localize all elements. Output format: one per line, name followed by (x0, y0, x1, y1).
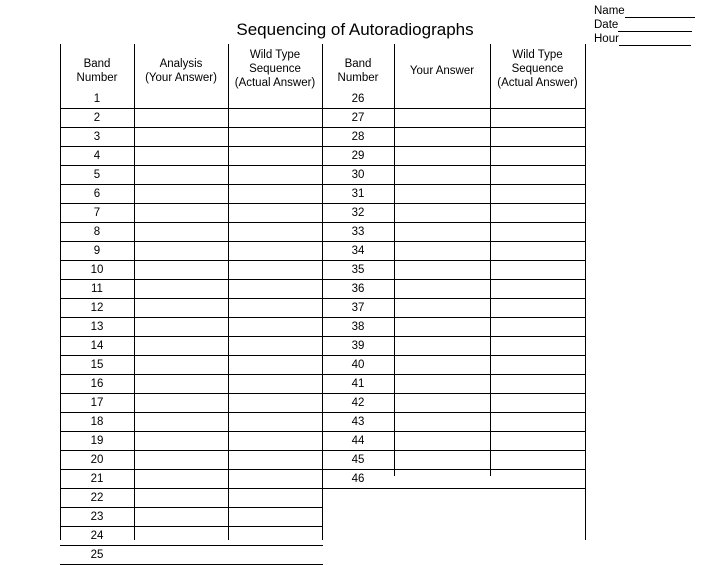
actual-answer-cell[interactable] (490, 394, 585, 413)
name-label: Name (594, 5, 625, 17)
actual-answer-cell[interactable] (228, 318, 323, 337)
date-field[interactable] (594, 18, 695, 32)
band-number: 31 (322, 185, 394, 204)
band-number: 37 (322, 299, 394, 318)
left-row (60, 432, 323, 451)
band-number: 14 (60, 337, 134, 356)
band-number: 28 (322, 128, 394, 147)
actual-answer-cell[interactable] (228, 280, 323, 299)
answer-cell[interactable] (134, 527, 228, 546)
answer-cell[interactable] (394, 261, 490, 280)
date-label: Date (594, 19, 619, 31)
answer-cell[interactable] (394, 90, 490, 109)
band-number: 42 (322, 394, 394, 413)
actual-answer-cell[interactable] (490, 109, 585, 128)
actual-answer-cell[interactable] (228, 109, 323, 128)
answer-cell[interactable] (134, 394, 228, 413)
band-number: 41 (322, 375, 394, 394)
answer-cell[interactable] (134, 223, 228, 242)
left-row (60, 394, 323, 413)
actual-answer-cell[interactable] (490, 204, 585, 223)
name-blank[interactable] (625, 6, 695, 18)
right-row (322, 109, 585, 128)
actual-answer-cell[interactable] (490, 128, 585, 147)
answer-cell[interactable] (134, 204, 228, 223)
answer-cell[interactable] (394, 413, 490, 432)
left-row (60, 527, 323, 546)
left-row (60, 299, 323, 318)
answer-cell[interactable] (134, 299, 228, 318)
right-row (322, 394, 585, 413)
actual-answer-cell[interactable] (490, 261, 585, 280)
band-number: 24 (60, 527, 134, 546)
band-number: 1 (60, 90, 134, 109)
band-number: 27 (322, 109, 394, 128)
name-field[interactable] (594, 4, 695, 18)
right-row (322, 223, 585, 242)
answer-cell[interactable] (394, 432, 490, 451)
answer-cell[interactable] (394, 470, 490, 489)
left-row (60, 185, 323, 204)
right-row (322, 166, 585, 185)
right-row (322, 147, 585, 166)
band-number: 15 (60, 356, 134, 375)
band-number: 40 (322, 356, 394, 375)
answer-cell[interactable] (134, 375, 228, 394)
actual-answer-cell[interactable] (490, 280, 585, 299)
answer-cell[interactable] (134, 508, 228, 527)
actual-answer-cell[interactable] (490, 242, 585, 261)
left-row (60, 413, 323, 432)
actual-answer-cell[interactable] (228, 166, 323, 185)
left-row (60, 109, 323, 128)
left-row (60, 508, 323, 527)
answer-cell[interactable] (134, 166, 228, 185)
actual-answer-cell[interactable] (490, 299, 585, 318)
date-blank[interactable] (618, 20, 692, 32)
band-number: 6 (60, 185, 134, 204)
answer-cell[interactable] (134, 451, 228, 470)
answer-cell[interactable] (134, 470, 228, 489)
left-row (60, 166, 323, 185)
right-row (322, 375, 585, 394)
band-number: 7 (60, 204, 134, 223)
band-number: 30 (322, 166, 394, 185)
band-number: 2 (60, 109, 134, 128)
actual-answer-cell[interactable] (228, 299, 323, 318)
right-row (322, 90, 585, 109)
actual-answer-cell[interactable] (228, 508, 323, 527)
actual-answer-cell[interactable] (490, 432, 585, 451)
band-number: 12 (60, 299, 134, 318)
actual-answer-cell[interactable] (490, 337, 585, 356)
left-row (60, 318, 323, 337)
header-band-number: Band Number (76, 58, 118, 84)
answer-cell[interactable] (394, 204, 490, 223)
right-row (322, 413, 585, 432)
actual-answer-cell[interactable] (228, 147, 323, 166)
answer-cell[interactable] (394, 185, 490, 204)
header-your-answer: Your Answer (409, 65, 475, 77)
left-row (60, 489, 323, 508)
answer-cell[interactable] (134, 109, 228, 128)
band-number: 21 (60, 470, 134, 489)
band-number: 11 (60, 280, 134, 299)
answer-cell[interactable] (394, 451, 490, 470)
answer-cell[interactable] (134, 489, 228, 508)
left-row (60, 470, 323, 489)
left-row (60, 128, 323, 147)
band-number: 43 (322, 413, 394, 432)
header-wild-type: Wild Type Sequence (Actual Answer) (234, 49, 316, 89)
left-table (60, 90, 323, 565)
hour-field[interactable] (594, 32, 695, 46)
right-row (322, 280, 585, 299)
actual-answer-cell[interactable] (490, 375, 585, 394)
left-row (60, 223, 323, 242)
actual-answer-cell[interactable] (228, 413, 323, 432)
answer-cell[interactable] (394, 337, 490, 356)
answer-cell[interactable] (394, 242, 490, 261)
actual-answer-cell[interactable] (490, 356, 585, 375)
band-number: 25 (60, 546, 134, 565)
band-number: 10 (60, 261, 134, 280)
right-row (322, 299, 585, 318)
answer-cell[interactable] (394, 128, 490, 147)
answer-cell[interactable] (394, 109, 490, 128)
answer-cell[interactable] (134, 356, 228, 375)
actual-answer-cell[interactable] (228, 242, 323, 261)
hour-label: Hour (594, 33, 619, 45)
actual-answer-cell[interactable] (228, 489, 323, 508)
band-number: 36 (322, 280, 394, 299)
band-number: 26 (322, 90, 394, 109)
answer-cell[interactable] (394, 280, 490, 299)
actual-answer-cell[interactable] (228, 223, 323, 242)
answer-cell[interactable] (134, 432, 228, 451)
answer-cell[interactable] (134, 185, 228, 204)
answer-cell[interactable] (134, 90, 228, 109)
band-number: 8 (60, 223, 134, 242)
grid-line (585, 44, 586, 540)
worksheet-grid (60, 44, 585, 561)
band-number: 38 (322, 318, 394, 337)
answer-cell[interactable] (134, 280, 228, 299)
band-number: 19 (60, 432, 134, 451)
right-row (322, 242, 585, 261)
right-row (322, 204, 585, 223)
band-number: 9 (60, 242, 134, 261)
answer-cell[interactable] (394, 223, 490, 242)
band-number: 23 (60, 508, 134, 527)
answer-cell[interactable] (134, 128, 228, 147)
answer-cell[interactable] (134, 242, 228, 261)
actual-answer-cell[interactable] (228, 337, 323, 356)
left-row (60, 90, 323, 109)
header-analysis: Analysis (Your Answer) (145, 58, 217, 84)
actual-answer-cell[interactable] (490, 166, 585, 185)
answer-cell[interactable] (134, 261, 228, 280)
left-row (60, 337, 323, 356)
band-number: 13 (60, 318, 134, 337)
band-number: 35 (322, 261, 394, 280)
answer-cell[interactable] (394, 318, 490, 337)
actual-answer-cell[interactable] (490, 451, 585, 470)
actual-answer-cell[interactable] (228, 527, 323, 546)
band-number: 20 (60, 451, 134, 470)
actual-answer-cell[interactable] (228, 470, 323, 489)
student-info (594, 4, 695, 46)
right-row (322, 451, 585, 470)
actual-answer-cell[interactable] (490, 470, 585, 489)
band-number: 4 (60, 147, 134, 166)
actual-answer-cell[interactable] (228, 546, 323, 565)
answer-cell[interactable] (134, 413, 228, 432)
left-row (60, 204, 323, 223)
actual-answer-cell[interactable] (228, 204, 323, 223)
right-row (322, 470, 585, 489)
hour-blank[interactable] (619, 34, 691, 46)
right-row (322, 185, 585, 204)
left-row (60, 261, 323, 280)
band-number: 44 (322, 432, 394, 451)
actual-answer-cell[interactable] (490, 318, 585, 337)
header-wild-type-right: Wild Type Sequence (Actual Answer) (497, 49, 578, 89)
actual-answer-cell[interactable] (490, 185, 585, 204)
left-row (60, 356, 323, 375)
actual-answer-cell[interactable] (228, 394, 323, 413)
band-number: 5 (60, 166, 134, 185)
actual-answer-cell[interactable] (490, 223, 585, 242)
actual-answer-cell[interactable] (490, 147, 585, 166)
band-number: 32 (322, 204, 394, 223)
answer-cell[interactable] (394, 147, 490, 166)
answer-cell[interactable] (134, 546, 228, 565)
band-number: 45 (322, 451, 394, 470)
band-number: 29 (322, 147, 394, 166)
right-row (322, 337, 585, 356)
right-row (322, 318, 585, 337)
answer-cell[interactable] (134, 337, 228, 356)
answer-cell[interactable] (394, 394, 490, 413)
actual-answer-cell[interactable] (228, 356, 323, 375)
actual-answer-cell[interactable] (228, 261, 323, 280)
band-number: 16 (60, 375, 134, 394)
left-row (60, 546, 323, 565)
actual-answer-cell[interactable] (490, 90, 585, 109)
actual-answer-cell[interactable] (228, 90, 323, 109)
band-number: 17 (60, 394, 134, 413)
right-table (322, 90, 585, 489)
band-number: 22 (60, 489, 134, 508)
band-number: 3 (60, 128, 134, 147)
band-number: 33 (322, 223, 394, 242)
band-number: 18 (60, 413, 134, 432)
right-row (322, 128, 585, 147)
header-band-number-right: Band Number (337, 58, 379, 84)
left-row (60, 375, 323, 394)
actual-answer-cell[interactable] (228, 451, 323, 470)
answer-cell[interactable] (394, 356, 490, 375)
answer-cell[interactable] (134, 318, 228, 337)
right-row (322, 261, 585, 280)
right-row (322, 432, 585, 451)
actual-answer-cell[interactable] (228, 185, 323, 204)
band-number: 34 (322, 242, 394, 261)
left-row (60, 451, 323, 470)
left-row (60, 280, 323, 299)
answer-cell[interactable] (394, 375, 490, 394)
answer-cell[interactable] (394, 166, 490, 185)
actual-answer-cell[interactable] (228, 375, 323, 394)
actual-answer-cell[interactable] (228, 432, 323, 451)
page-title: Sequencing of Autoradiographs (236, 20, 474, 39)
answer-cell[interactable] (134, 147, 228, 166)
answer-cell[interactable] (394, 299, 490, 318)
left-row (60, 147, 323, 166)
actual-answer-cell[interactable] (228, 128, 323, 147)
band-number: 46 (322, 470, 394, 489)
band-number: 39 (322, 337, 394, 356)
right-row (322, 356, 585, 375)
left-row (60, 242, 323, 261)
actual-answer-cell[interactable] (490, 413, 585, 432)
